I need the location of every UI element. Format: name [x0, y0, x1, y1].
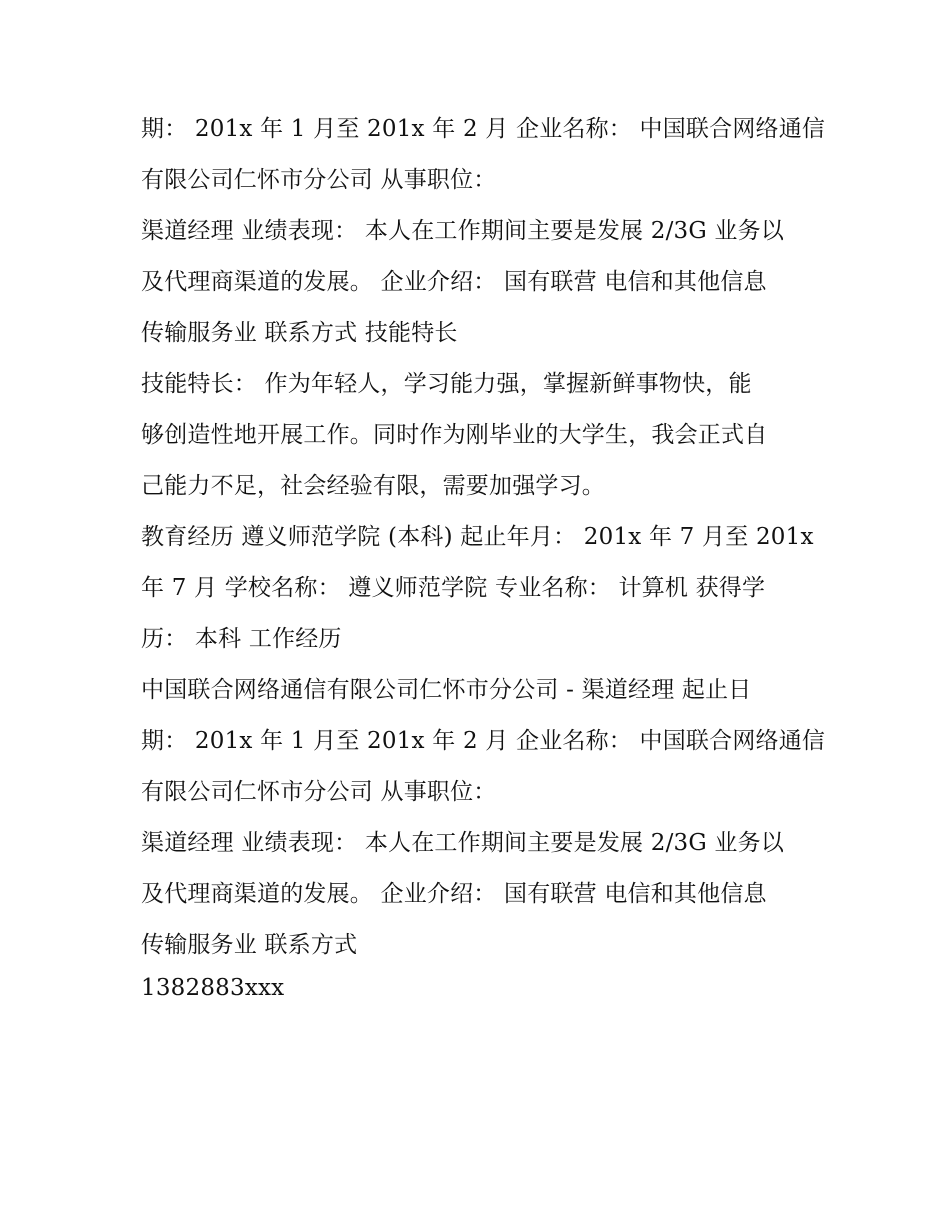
- text-line: 有限公司仁怀市分公司 从事职位：: [141, 779, 497, 805]
- text-line: 中国联合网络通信有限公司仁怀市分公司 - 渠道经理 起止日: [141, 677, 752, 703]
- text-line: 有限公司仁怀市分公司 从事职位：: [141, 167, 497, 193]
- text-line: 期： 201x 年 1 月至 201x 年 2 月 企业名称： 中国联合网络通信: [141, 728, 826, 754]
- text-line: 己能力不足，社会经验有限，需要加强学习。: [141, 473, 605, 499]
- text-line: 传输服务业 联系方式 技能特长: [141, 320, 458, 346]
- text-line: 教育经历 遵义师范学院 (本科) 起止年月： 201x 年 7 月至 201x: [141, 524, 814, 550]
- text-line: 传输服务业 联系方式: [141, 932, 358, 958]
- text-line: 年 7 月 学校名称： 遵义师范学院 专业名称： 计算机 获得学: [141, 575, 766, 601]
- phone-number: 1382883xxx: [141, 975, 285, 1001]
- text-line: 技能特长： 作为年轻人，学习能力强，掌握新鲜事物快，能: [141, 371, 752, 397]
- text-line: 渠道经理 业绩表现： 本人在工作期间主要是发展 2/3G 业务以: [141, 218, 785, 244]
- text-line: 期： 201x 年 1 月至 201x 年 2 月 企业名称： 中国联合网络通信: [141, 116, 826, 142]
- text-line: 及代理商渠道的发展。 企业介绍： 国有联营 电信和其他信息: [141, 269, 767, 295]
- text-line: 够创造性地开展工作。同时作为刚毕业的大学生，我会正式自: [141, 422, 768, 448]
- text-line: 渠道经理 业绩表现： 本人在工作期间主要是发展 2/3G 业务以: [141, 830, 785, 856]
- text-line: 及代理商渠道的发展。 企业介绍： 国有联营 电信和其他信息: [141, 881, 767, 907]
- text-line: 历： 本科 工作经历: [141, 626, 342, 652]
